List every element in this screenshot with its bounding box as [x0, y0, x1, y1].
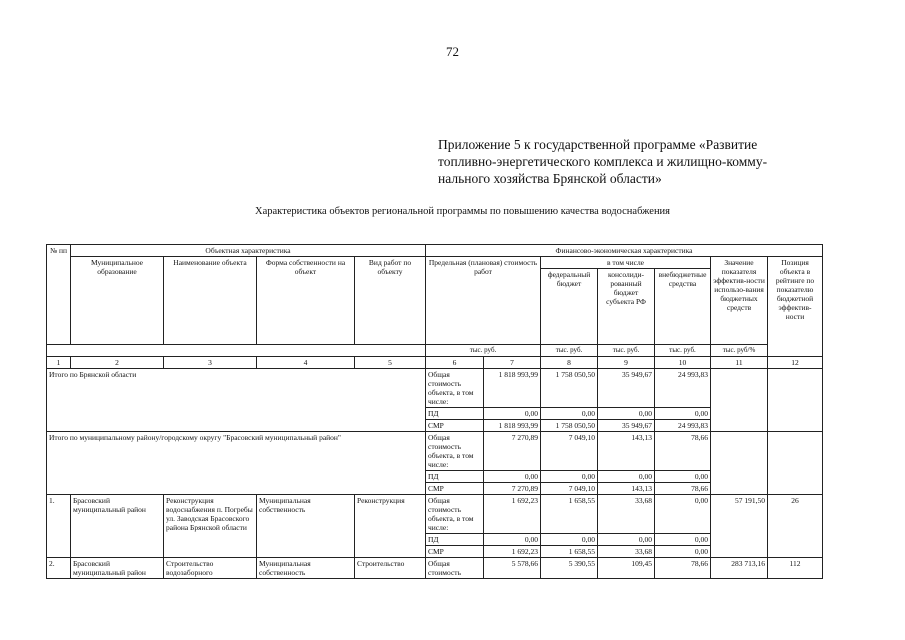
appendix-line-1: Приложение 5 к государственной программе «Развитие: [438, 137, 758, 152]
cost-consolidated: 0,00: [598, 534, 655, 546]
position-blank: [768, 432, 823, 495]
section-title: Итого по Брянской области: [47, 369, 426, 432]
cost-label: СМР: [426, 546, 484, 558]
object-efficiency: 283 713,16: [711, 558, 768, 579]
cost-total: 5 578,66: [484, 558, 541, 579]
appendix-note: [438, 136, 798, 187]
cost-extrabudget: 0,00: [655, 534, 711, 546]
efficiency-blank: [711, 432, 768, 495]
cost-extrabudget: 78,66: [655, 483, 711, 495]
cost-total: 0,00: [484, 408, 541, 420]
header-consolidated: консолиди-рованный бюджет субъекта РФ: [598, 269, 655, 345]
cost-consolidated: 0,00: [598, 408, 655, 420]
column-number: 6: [426, 357, 484, 369]
units-efficiency: тыс. руб/%: [711, 345, 768, 357]
cost-consolidated: 35 949,67: [598, 420, 655, 432]
column-number: 7: [484, 357, 541, 369]
header-municipality: Муниципальное образование: [71, 257, 164, 345]
characteristics-table: [46, 244, 823, 579]
cost-federal: 1 658,55: [541, 546, 598, 558]
header-position: Позиция объекта в рейтинге по показателю бюджетной эффектив-ности: [768, 257, 823, 357]
section-row: [47, 432, 823, 471]
cost-federal: 0,00: [541, 408, 598, 420]
header-row-groups: [47, 245, 823, 257]
section-row: [47, 369, 823, 408]
header-max-cost: Предельная (плановая) стоимость работ: [426, 257, 541, 345]
header-finance-group: Финансово-экономическая характеристика: [426, 245, 823, 257]
appendix-line-3: нального хозяйства Брянской области»: [438, 171, 662, 186]
cost-federal: 7 049,10: [541, 483, 598, 495]
cost-extrabudget: 0,00: [655, 471, 711, 483]
cost-federal: 7 049,10: [541, 432, 598, 471]
column-number: 3: [164, 357, 257, 369]
cost-total: 0,00: [484, 534, 541, 546]
column-number: 11: [711, 357, 768, 369]
cost-total: 1 818 993,99: [484, 369, 541, 408]
column-number: 9: [598, 357, 655, 369]
header-object-group: Объектная характеристика: [71, 245, 426, 257]
cost-total: 0,00: [484, 471, 541, 483]
cost-extrabudget: 78,66: [655, 432, 711, 471]
cost-label: Общая стоимость объекта, в том числе:: [426, 432, 484, 471]
document-title: Характеристика объектов региональной программы по повышению качества водоснабжения: [254, 206, 671, 217]
cost-federal: 1 758 050,50: [541, 369, 598, 408]
efficiency-blank: [711, 369, 768, 432]
object-municipality: Брасовский муниципальный район: [71, 558, 164, 579]
page-number: 72: [446, 44, 459, 59]
cost-consolidated: 35 949,67: [598, 369, 655, 408]
units-consolidated: тыс. руб.: [598, 345, 655, 357]
header-ownership: Форма собственности на объект: [257, 257, 355, 345]
object-work-type: Строительство: [355, 558, 426, 579]
cost-extrabudget: 24 993,83: [655, 369, 711, 408]
object-work-type: Реконструкция: [355, 495, 426, 558]
header-extrabudget: внебюджетные средства: [655, 269, 711, 345]
cost-label: Общая стоимость объекта, в том числе:: [426, 495, 484, 534]
header-federal: федеральный бюджет: [541, 269, 598, 345]
cost-label: СМР: [426, 420, 484, 432]
cost-federal: 0,00: [541, 471, 598, 483]
object-ownership: Муниципальная собственность: [257, 495, 355, 558]
cost-label: Общая стоимость: [426, 558, 484, 579]
cost-consolidated: 143,13: [598, 483, 655, 495]
cost-consolidated: 109,45: [598, 558, 655, 579]
header-object-name: Наименование объекта: [164, 257, 257, 345]
cost-total: 7 270,89: [484, 483, 541, 495]
object-num: 1.: [47, 495, 71, 558]
column-number: 12: [768, 357, 823, 369]
object-ownership: Муниципальная собственность: [257, 558, 355, 579]
header-work-type: Вид работ по объекту: [355, 257, 426, 345]
column-number: 5: [355, 357, 426, 369]
cost-federal: 1 758 050,50: [541, 420, 598, 432]
object-name: Строительство водозаборного: [164, 558, 257, 579]
cost-federal: 5 390,55: [541, 558, 598, 579]
cost-federal: 1 658,55: [541, 495, 598, 534]
header-num: № пп: [47, 245, 71, 345]
cost-label: ПД: [426, 534, 484, 546]
units-extrabudget: тыс. руб.: [655, 345, 711, 357]
section-title: Итого по муниципальному району/городскому округу "Брасовский муниципальный район": [47, 432, 426, 495]
cost-label: ПД: [426, 408, 484, 420]
object-municipality: Брасовский муниципальный район: [71, 495, 164, 558]
object-name: Реконструкция водоснабжения п. Погребы ул. Заводская Брасовского района Брянской области: [164, 495, 257, 558]
cost-extrabudget: 0,00: [655, 546, 711, 558]
cost-label: ПД: [426, 471, 484, 483]
cost-label: Общая стоимость объекта, в том числе:: [426, 369, 484, 408]
cost-consolidated: 33,68: [598, 546, 655, 558]
cost-total: 1 692,23: [484, 546, 541, 558]
cost-total: 7 270,89: [484, 432, 541, 471]
column-number: 4: [257, 357, 355, 369]
units-row: [47, 345, 823, 357]
position-blank: [768, 369, 823, 432]
header-row-columns: [47, 257, 823, 269]
units-total: тыс. руб.: [426, 345, 541, 357]
object-row: [47, 558, 823, 579]
object-position: 26: [768, 495, 823, 558]
cost-label: СМР: [426, 483, 484, 495]
object-position: 112: [768, 558, 823, 579]
header-including: в том числе: [541, 257, 711, 269]
header-efficiency: Значение показателя эффектив-ности использо-вания бюджетных средств: [711, 257, 768, 345]
cost-consolidated: 33,68: [598, 495, 655, 534]
column-numbers-row: [47, 357, 823, 369]
units-blank: [47, 345, 426, 357]
cost-extrabudget: 24 993,83: [655, 420, 711, 432]
units-federal: тыс. руб.: [541, 345, 598, 357]
column-number: 8: [541, 357, 598, 369]
cost-extrabudget: 0,00: [655, 408, 711, 420]
cost-consolidated: 143,13: [598, 432, 655, 471]
object-row: [47, 495, 823, 534]
column-number: 2: [71, 357, 164, 369]
object-num: 2.: [47, 558, 71, 579]
cost-extrabudget: 0,00: [655, 495, 711, 534]
cost-consolidated: 0,00: [598, 471, 655, 483]
cost-total: 1 692,23: [484, 495, 541, 534]
cost-extrabudget: 78,66: [655, 558, 711, 579]
column-number: 10: [655, 357, 711, 369]
cost-total: 1 818 993,99: [484, 420, 541, 432]
column-number: 1: [47, 357, 71, 369]
cost-federal: 0,00: [541, 534, 598, 546]
appendix-line-2: топливно-энергетического комплекса и жилищно-комму-: [438, 154, 768, 169]
object-efficiency: 57 191,50: [711, 495, 768, 558]
